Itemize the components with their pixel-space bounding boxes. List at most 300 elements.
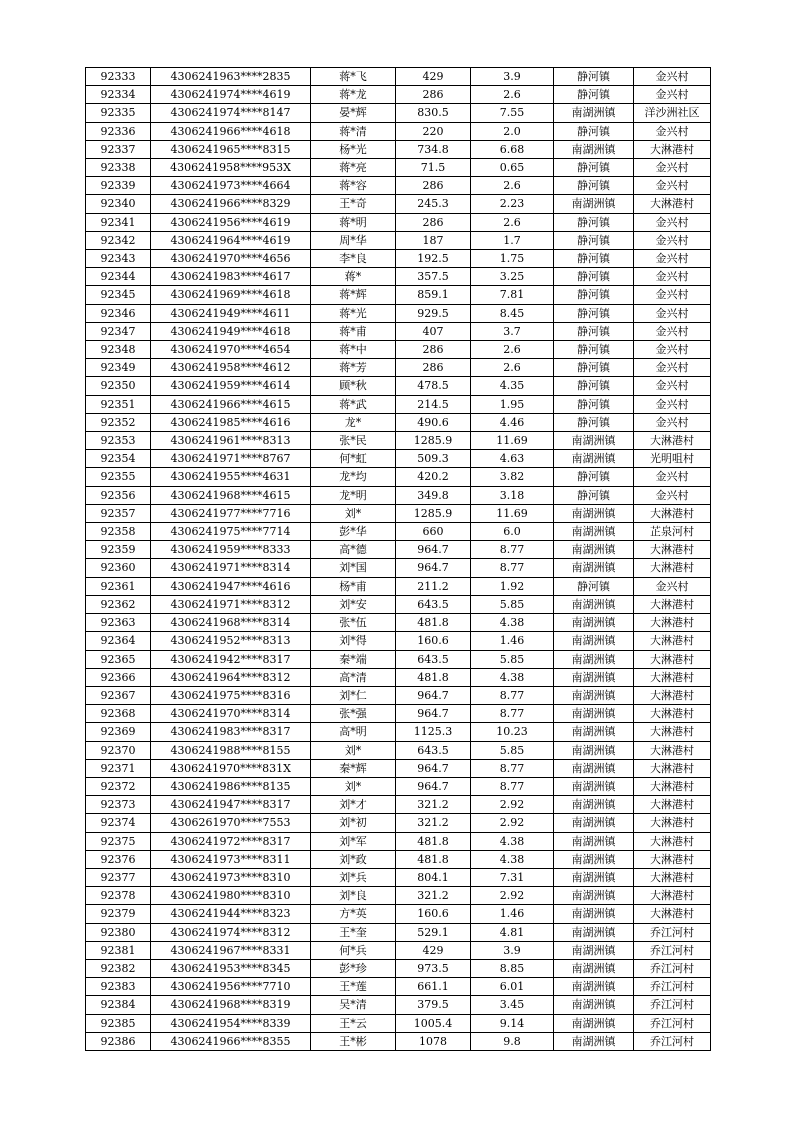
cell-village: 大淋港村 xyxy=(634,868,711,886)
cell-name: 刘*得 xyxy=(311,632,396,650)
cell-rate: 0.65 xyxy=(471,159,554,177)
cell-amount: 1125.3 xyxy=(396,723,471,741)
cell-amount: 643.5 xyxy=(396,595,471,613)
cell-amount: 321.2 xyxy=(396,887,471,905)
cell-town: 静河镇 xyxy=(554,213,634,231)
cell-rate: 8.77 xyxy=(471,759,554,777)
cell-rate: 2.23 xyxy=(471,195,554,213)
cell-rate: 9.14 xyxy=(471,1014,554,1032)
cell-amount: 481.8 xyxy=(396,832,471,850)
table-row xyxy=(86,250,711,268)
cell-village: 大淋港村 xyxy=(634,686,711,704)
cell-name: 蒋*芳 xyxy=(311,359,396,377)
table-row xyxy=(86,577,711,595)
cell-id-number: 4306241949****4618 xyxy=(151,322,311,340)
cell-name: 刘*军 xyxy=(311,832,396,850)
table-row xyxy=(86,504,711,522)
table-body xyxy=(86,68,711,1051)
table-row xyxy=(86,523,711,541)
cell-id-number: 4306241970****831X xyxy=(151,759,311,777)
cell-id-number: 4306241980****8310 xyxy=(151,887,311,905)
cell-rate: 3.18 xyxy=(471,486,554,504)
table-row xyxy=(86,777,711,795)
cell-name: 吴*清 xyxy=(311,996,396,1014)
cell-serial: 92348 xyxy=(86,341,151,359)
cell-village: 乔江河村 xyxy=(634,923,711,941)
cell-town: 南湖洲镇 xyxy=(554,777,634,795)
cell-serial: 92372 xyxy=(86,777,151,795)
cell-town: 南湖洲镇 xyxy=(554,668,634,686)
cell-name: 顾*秋 xyxy=(311,377,396,395)
cell-town: 南湖洲镇 xyxy=(554,104,634,122)
cell-amount: 964.7 xyxy=(396,705,471,723)
cell-rate: 1.46 xyxy=(471,632,554,650)
cell-serial: 92368 xyxy=(86,705,151,723)
cell-rate: 1.46 xyxy=(471,905,554,923)
cell-amount: 245.3 xyxy=(396,195,471,213)
table-row xyxy=(86,140,711,158)
cell-town: 南湖洲镇 xyxy=(554,923,634,941)
table-row xyxy=(86,86,711,104)
cell-serial: 92351 xyxy=(86,395,151,413)
cell-name: 蒋*光 xyxy=(311,304,396,322)
cell-name: 王*奇 xyxy=(311,195,396,213)
cell-town: 静河镇 xyxy=(554,577,634,595)
cell-rate: 1.7 xyxy=(471,231,554,249)
cell-amount: 286 xyxy=(396,86,471,104)
cell-town: 南湖洲镇 xyxy=(554,814,634,832)
cell-rate: 2.6 xyxy=(471,213,554,231)
cell-town: 南湖洲镇 xyxy=(554,1014,634,1032)
cell-rate: 4.46 xyxy=(471,413,554,431)
cell-town: 南湖洲镇 xyxy=(554,887,634,905)
cell-id-number: 4306241955****4631 xyxy=(151,468,311,486)
cell-amount: 71.5 xyxy=(396,159,471,177)
cell-name: 蒋*中 xyxy=(311,341,396,359)
table-row xyxy=(86,741,711,759)
table-row xyxy=(86,941,711,959)
cell-town: 静河镇 xyxy=(554,177,634,195)
cell-amount: 214.5 xyxy=(396,395,471,413)
cell-serial: 92341 xyxy=(86,213,151,231)
cell-id-number: 4306241968****4615 xyxy=(151,486,311,504)
cell-serial: 92349 xyxy=(86,359,151,377)
cell-town: 南湖洲镇 xyxy=(554,1032,634,1050)
cell-amount: 220 xyxy=(396,122,471,140)
cell-village: 大淋港村 xyxy=(634,504,711,522)
cell-serial: 92345 xyxy=(86,286,151,304)
cell-rate: 3.45 xyxy=(471,996,554,1014)
cell-serial: 92382 xyxy=(86,959,151,977)
cell-town: 南湖洲镇 xyxy=(554,723,634,741)
cell-village: 金兴村 xyxy=(634,468,711,486)
cell-name: 李*良 xyxy=(311,250,396,268)
cell-name: 蒋*辉 xyxy=(311,286,396,304)
cell-rate: 11.69 xyxy=(471,504,554,522)
cell-rate: 3.9 xyxy=(471,941,554,959)
cell-village: 大淋港村 xyxy=(634,559,711,577)
cell-name: 蒋*明 xyxy=(311,213,396,231)
cell-serial: 92367 xyxy=(86,686,151,704)
cell-serial: 92336 xyxy=(86,122,151,140)
table-row xyxy=(86,868,711,886)
cell-id-number: 4306241942****8317 xyxy=(151,650,311,668)
cell-village: 金兴村 xyxy=(634,395,711,413)
cell-serial: 92366 xyxy=(86,668,151,686)
cell-id-number: 4306241966****8329 xyxy=(151,195,311,213)
cell-id-number: 4306241972****8317 xyxy=(151,832,311,850)
cell-id-number: 4306241953****8345 xyxy=(151,959,311,977)
cell-id-number: 4306241973****8311 xyxy=(151,850,311,868)
table-row xyxy=(86,286,711,304)
cell-rate: 9.8 xyxy=(471,1032,554,1050)
cell-rate: 3.82 xyxy=(471,468,554,486)
cell-town: 静河镇 xyxy=(554,413,634,431)
cell-rate: 2.6 xyxy=(471,341,554,359)
table-row xyxy=(86,68,711,86)
table-row xyxy=(86,159,711,177)
table-row xyxy=(86,450,711,468)
table-row xyxy=(86,1014,711,1032)
cell-town: 南湖洲镇 xyxy=(554,686,634,704)
cell-amount: 661.1 xyxy=(396,978,471,996)
cell-name: 张*民 xyxy=(311,432,396,450)
cell-serial: 92347 xyxy=(86,322,151,340)
table-row xyxy=(86,1032,711,1050)
table-row xyxy=(86,122,711,140)
cell-name: 周*华 xyxy=(311,231,396,249)
cell-serial: 92354 xyxy=(86,450,151,468)
cell-rate: 10.23 xyxy=(471,723,554,741)
table-row xyxy=(86,195,711,213)
cell-town: 静河镇 xyxy=(554,377,634,395)
cell-village: 金兴村 xyxy=(634,159,711,177)
cell-id-number: 4306241968****8314 xyxy=(151,614,311,632)
cell-village: 光明咀村 xyxy=(634,450,711,468)
cell-serial: 92346 xyxy=(86,304,151,322)
cell-id-number: 4306241971****8767 xyxy=(151,450,311,468)
cell-id-number: 4306241947****8317 xyxy=(151,796,311,814)
cell-town: 南湖洲镇 xyxy=(554,905,634,923)
cell-amount: 804.1 xyxy=(396,868,471,886)
cell-amount: 964.7 xyxy=(396,759,471,777)
cell-village: 金兴村 xyxy=(634,413,711,431)
cell-name: 王*奎 xyxy=(311,923,396,941)
cell-village: 大淋港村 xyxy=(634,796,711,814)
cell-rate: 4.38 xyxy=(471,832,554,850)
table-row xyxy=(86,231,711,249)
table-row xyxy=(86,395,711,413)
cell-name: 刘*安 xyxy=(311,595,396,613)
cell-name: 刘*政 xyxy=(311,850,396,868)
cell-town: 静河镇 xyxy=(554,468,634,486)
cell-rate: 7.31 xyxy=(471,868,554,886)
table-row xyxy=(86,850,711,868)
cell-id-number: 4306241958****4612 xyxy=(151,359,311,377)
cell-rate: 4.35 xyxy=(471,377,554,395)
cell-amount: 481.8 xyxy=(396,850,471,868)
table-row xyxy=(86,959,711,977)
cell-id-number: 4306241967****8331 xyxy=(151,941,311,959)
cell-serial: 92364 xyxy=(86,632,151,650)
cell-village: 大淋港村 xyxy=(634,195,711,213)
cell-rate: 8.77 xyxy=(471,705,554,723)
table-row xyxy=(86,832,711,850)
cell-id-number: 4306241966****4618 xyxy=(151,122,311,140)
cell-name: 方*英 xyxy=(311,905,396,923)
cell-id-number: 4306241963****2835 xyxy=(151,68,311,86)
cell-amount: 349.8 xyxy=(396,486,471,504)
cell-name: 刘*良 xyxy=(311,887,396,905)
cell-village: 金兴村 xyxy=(634,122,711,140)
cell-id-number: 4306241959****4614 xyxy=(151,377,311,395)
cell-town: 静河镇 xyxy=(554,122,634,140)
cell-id-number: 4306241965****8315 xyxy=(151,140,311,158)
cell-id-number: 4306241966****8355 xyxy=(151,1032,311,1050)
cell-serial: 92337 xyxy=(86,140,151,158)
cell-town: 静河镇 xyxy=(554,322,634,340)
cell-town: 静河镇 xyxy=(554,486,634,504)
cell-serial: 92381 xyxy=(86,941,151,959)
cell-amount: 286 xyxy=(396,341,471,359)
table-row xyxy=(86,686,711,704)
cell-id-number: 4306241975****8316 xyxy=(151,686,311,704)
cell-serial: 92362 xyxy=(86,595,151,613)
cell-id-number: 4306241977****7716 xyxy=(151,504,311,522)
cell-serial: 92350 xyxy=(86,377,151,395)
cell-id-number: 4306241986****8135 xyxy=(151,777,311,795)
cell-id-number: 4306241944****8323 xyxy=(151,905,311,923)
cell-village: 金兴村 xyxy=(634,577,711,595)
cell-town: 南湖洲镇 xyxy=(554,595,634,613)
cell-town: 南湖洲镇 xyxy=(554,614,634,632)
cell-id-number: 4306241961****8313 xyxy=(151,432,311,450)
cell-amount: 160.6 xyxy=(396,905,471,923)
cell-village: 大淋港村 xyxy=(634,905,711,923)
cell-village: 金兴村 xyxy=(634,177,711,195)
cell-rate: 2.92 xyxy=(471,814,554,832)
cell-amount: 509.3 xyxy=(396,450,471,468)
table-row xyxy=(86,796,711,814)
cell-town: 南湖洲镇 xyxy=(554,959,634,977)
cell-rate: 5.85 xyxy=(471,650,554,668)
cell-amount: 407 xyxy=(396,322,471,340)
cell-village: 金兴村 xyxy=(634,359,711,377)
cell-village: 金兴村 xyxy=(634,68,711,86)
cell-name: 高*清 xyxy=(311,668,396,686)
cell-serial: 92358 xyxy=(86,523,151,541)
cell-town: 南湖洲镇 xyxy=(554,632,634,650)
cell-village: 金兴村 xyxy=(634,86,711,104)
cell-town: 南湖洲镇 xyxy=(554,541,634,559)
cell-serial: 92365 xyxy=(86,650,151,668)
cell-village: 大淋港村 xyxy=(634,723,711,741)
cell-id-number: 4306241971****8312 xyxy=(151,595,311,613)
cell-rate: 5.85 xyxy=(471,741,554,759)
cell-name: 刘*才 xyxy=(311,796,396,814)
cell-amount: 964.7 xyxy=(396,777,471,795)
cell-town: 南湖洲镇 xyxy=(554,504,634,522)
cell-rate: 8.77 xyxy=(471,541,554,559)
cell-village: 大淋港村 xyxy=(634,741,711,759)
cell-amount: 529.1 xyxy=(396,923,471,941)
table-row xyxy=(86,468,711,486)
cell-village: 大淋港村 xyxy=(634,632,711,650)
cell-village: 大淋港村 xyxy=(634,432,711,450)
cell-amount: 429 xyxy=(396,941,471,959)
cell-name: 彭*华 xyxy=(311,523,396,541)
cell-serial: 92379 xyxy=(86,905,151,923)
cell-rate: 7.55 xyxy=(471,104,554,122)
cell-id-number: 4306241974****8312 xyxy=(151,923,311,941)
cell-serial: 92370 xyxy=(86,741,151,759)
table-row xyxy=(86,814,711,832)
cell-amount: 964.7 xyxy=(396,541,471,559)
cell-village: 金兴村 xyxy=(634,304,711,322)
cell-id-number: 4306241956****4619 xyxy=(151,213,311,231)
cell-id-number: 4306241966****4615 xyxy=(151,395,311,413)
table-row xyxy=(86,304,711,322)
cell-id-number: 4306241949****4611 xyxy=(151,304,311,322)
cell-village: 金兴村 xyxy=(634,213,711,231)
cell-village: 大淋港村 xyxy=(634,887,711,905)
cell-rate: 1.92 xyxy=(471,577,554,595)
cell-rate: 2.92 xyxy=(471,887,554,905)
table-row xyxy=(86,723,711,741)
cell-serial: 92380 xyxy=(86,923,151,941)
table-row xyxy=(86,541,711,559)
cell-serial: 92377 xyxy=(86,868,151,886)
cell-id-number: 4306241973****4664 xyxy=(151,177,311,195)
cell-village: 大淋港村 xyxy=(634,777,711,795)
cell-village: 大淋港村 xyxy=(634,814,711,832)
cell-name: 刘* xyxy=(311,741,396,759)
cell-id-number: 4306241985****4616 xyxy=(151,413,311,431)
cell-id-number: 4306241964****8312 xyxy=(151,668,311,686)
cell-town: 静河镇 xyxy=(554,159,634,177)
cell-town: 南湖洲镇 xyxy=(554,650,634,668)
cell-village: 洋沙洲社区 xyxy=(634,104,711,122)
cell-name: 刘*初 xyxy=(311,814,396,832)
cell-rate: 8.85 xyxy=(471,959,554,977)
cell-town: 静河镇 xyxy=(554,359,634,377)
cell-amount: 481.8 xyxy=(396,668,471,686)
cell-village: 芷泉河村 xyxy=(634,523,711,541)
cell-id-number: 4306261970****7553 xyxy=(151,814,311,832)
cell-amount: 1005.4 xyxy=(396,1014,471,1032)
cell-village: 乔江河村 xyxy=(634,1032,711,1050)
cell-amount: 187 xyxy=(396,231,471,249)
cell-amount: 160.6 xyxy=(396,632,471,650)
cell-amount: 734.8 xyxy=(396,140,471,158)
cell-id-number: 4306241964****4619 xyxy=(151,231,311,249)
cell-amount: 357.5 xyxy=(396,268,471,286)
cell-name: 刘*兵 xyxy=(311,868,396,886)
cell-village: 大淋港村 xyxy=(634,832,711,850)
cell-name: 秦*端 xyxy=(311,650,396,668)
cell-amount: 481.8 xyxy=(396,614,471,632)
cell-rate: 1.95 xyxy=(471,395,554,413)
cell-name: 蒋*飞 xyxy=(311,68,396,86)
cell-name: 蒋*龙 xyxy=(311,86,396,104)
cell-rate: 4.38 xyxy=(471,668,554,686)
table-row xyxy=(86,377,711,395)
cell-serial: 92378 xyxy=(86,887,151,905)
cell-village: 大淋港村 xyxy=(634,650,711,668)
cell-amount: 321.2 xyxy=(396,796,471,814)
cell-rate: 6.0 xyxy=(471,523,554,541)
cell-id-number: 4306241974****8147 xyxy=(151,104,311,122)
cell-serial: 92355 xyxy=(86,468,151,486)
cell-amount: 859.1 xyxy=(396,286,471,304)
cell-amount: 192.5 xyxy=(396,250,471,268)
table-row xyxy=(86,705,711,723)
cell-id-number: 4306241988****8155 xyxy=(151,741,311,759)
table-row xyxy=(86,668,711,686)
cell-rate: 6.68 xyxy=(471,140,554,158)
cell-village: 大淋港村 xyxy=(634,850,711,868)
cell-amount: 1285.9 xyxy=(396,432,471,450)
cell-town: 南湖洲镇 xyxy=(554,195,634,213)
cell-name: 何*兵 xyxy=(311,941,396,959)
table-row xyxy=(86,413,711,431)
cell-amount: 286 xyxy=(396,213,471,231)
table-row xyxy=(86,887,711,905)
cell-town: 南湖洲镇 xyxy=(554,432,634,450)
cell-village: 大淋港村 xyxy=(634,668,711,686)
cell-amount: 1078 xyxy=(396,1032,471,1050)
cell-rate: 4.38 xyxy=(471,850,554,868)
cell-name: 龙*明 xyxy=(311,486,396,504)
cell-rate: 2.0 xyxy=(471,122,554,140)
cell-amount: 643.5 xyxy=(396,650,471,668)
cell-amount: 420.2 xyxy=(396,468,471,486)
cell-town: 南湖洲镇 xyxy=(554,850,634,868)
cell-serial: 92375 xyxy=(86,832,151,850)
table-row xyxy=(86,996,711,1014)
cell-rate: 3.7 xyxy=(471,322,554,340)
table-row xyxy=(86,632,711,650)
cell-town: 静河镇 xyxy=(554,250,634,268)
cell-id-number: 4306241973****8310 xyxy=(151,868,311,886)
cell-amount: 964.7 xyxy=(396,559,471,577)
cell-town: 静河镇 xyxy=(554,286,634,304)
cell-serial: 92359 xyxy=(86,541,151,559)
table-row xyxy=(86,359,711,377)
cell-rate: 2.6 xyxy=(471,359,554,377)
cell-name: 蒋*亮 xyxy=(311,159,396,177)
cell-amount: 286 xyxy=(396,359,471,377)
cell-id-number: 4306241983****8317 xyxy=(151,723,311,741)
cell-id-number: 4306241959****8333 xyxy=(151,541,311,559)
table-row xyxy=(86,486,711,504)
table-row xyxy=(86,595,711,613)
cell-town: 南湖洲镇 xyxy=(554,523,634,541)
cell-amount: 379.5 xyxy=(396,996,471,1014)
cell-village: 金兴村 xyxy=(634,341,711,359)
cell-name: 高*明 xyxy=(311,723,396,741)
cell-name: 蒋* xyxy=(311,268,396,286)
cell-village: 大淋港村 xyxy=(634,595,711,613)
cell-id-number: 4306241969****4618 xyxy=(151,286,311,304)
table-row xyxy=(86,177,711,195)
cell-rate: 8.45 xyxy=(471,304,554,322)
cell-village: 金兴村 xyxy=(634,322,711,340)
cell-serial: 92338 xyxy=(86,159,151,177)
table-row xyxy=(86,923,711,941)
cell-serial: 92386 xyxy=(86,1032,151,1050)
cell-name: 蒋*容 xyxy=(311,177,396,195)
